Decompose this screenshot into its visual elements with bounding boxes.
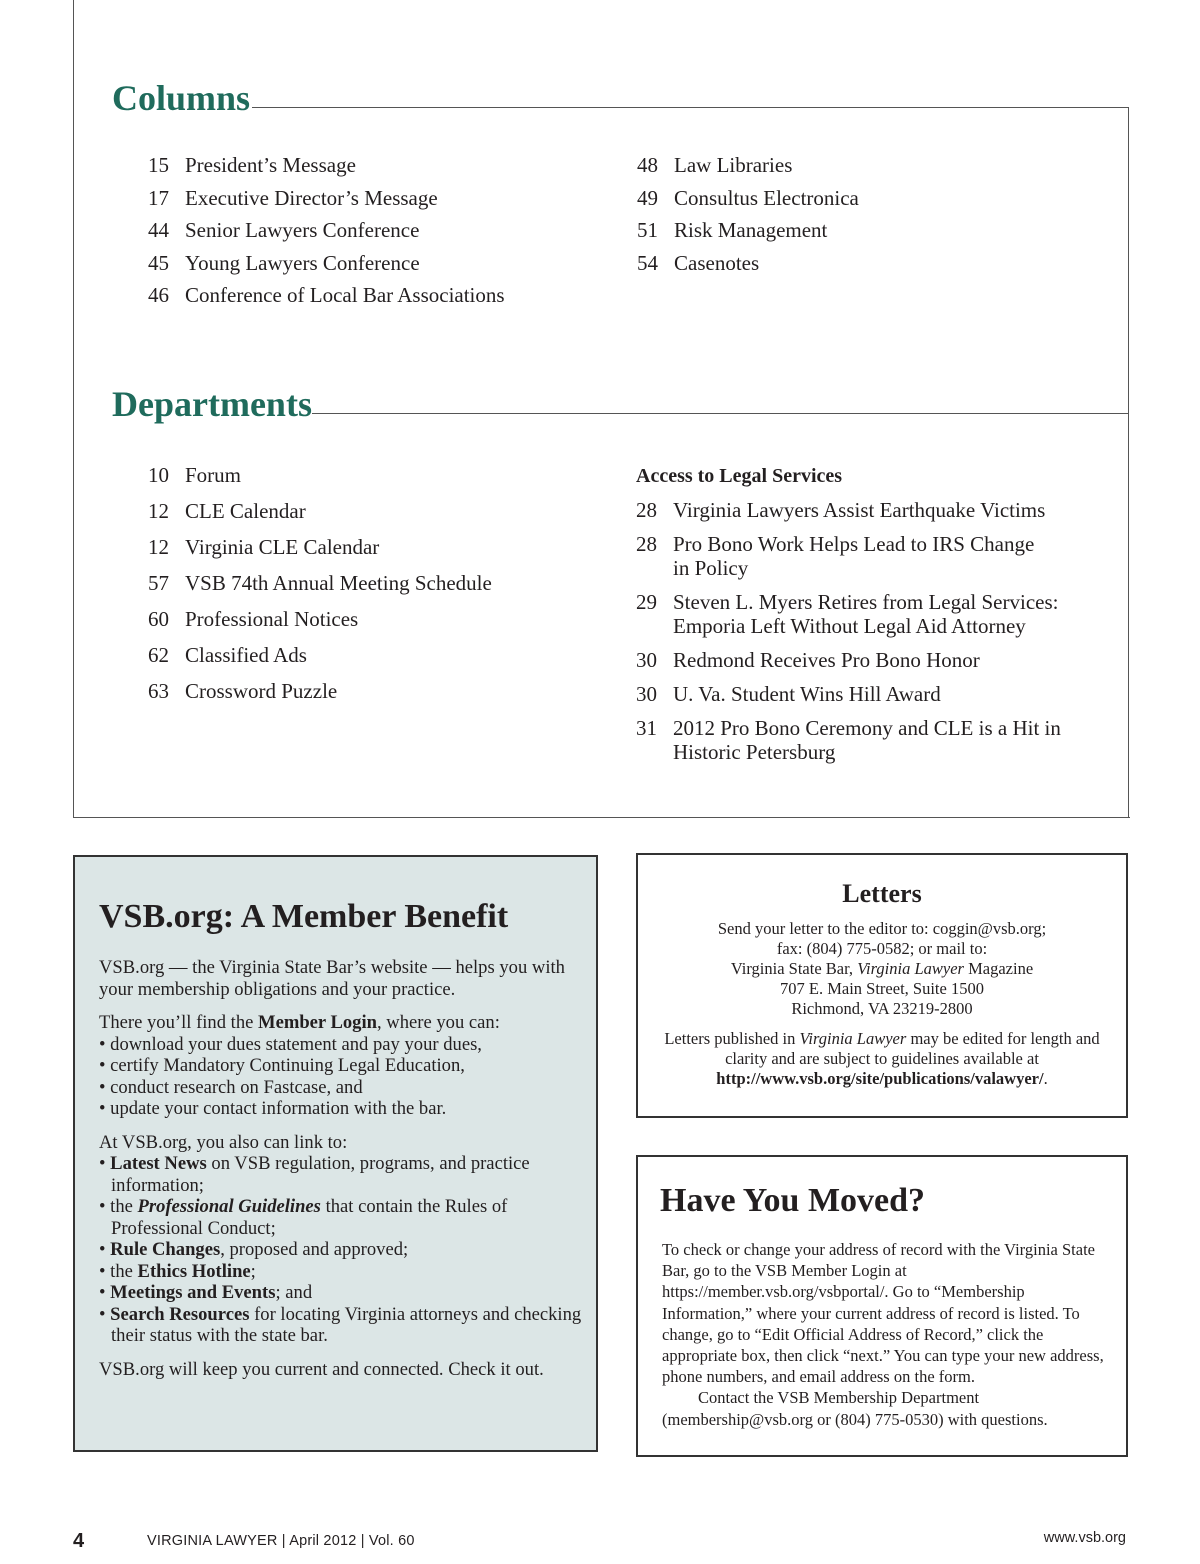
list-item: • Search Resources for locating Virginia attorneys and checking their status with the state bar. [99, 1303, 582, 1346]
toc-title: Crossword Puzzle [185, 679, 338, 703]
toc-page: 62 [148, 643, 169, 667]
toc-page: 28 [636, 532, 657, 556]
toc-item[interactable] [636, 682, 1106, 706]
toc-item[interactable] [148, 214, 608, 247]
toc-item[interactable] [636, 648, 1106, 672]
toc-page: 17 [148, 185, 169, 210]
text: 707 E. Main Street, Suite 1500 [780, 979, 984, 998]
columns-list-left [148, 149, 608, 312]
toc-page: 44 [148, 218, 169, 242]
rule-changes-label: Rule Changes [110, 1239, 221, 1260]
toc-title: Virginia CLE Calendar [185, 535, 380, 559]
text: the [110, 1260, 138, 1282]
list-item: • update your contact information with the bar. [99, 1098, 447, 1119]
member-login-label: Member Login [258, 1012, 377, 1033]
toc-title: Steven L. Myers Retires from Legal Services: Emporia Left Without Legal Aid Attorney [673, 590, 1059, 638]
toc-title: Consultus Electronica [674, 185, 859, 210]
toc-page: 10 [148, 463, 169, 487]
departments-list-right [636, 498, 1106, 764]
text: , proposed and approved; [220, 1239, 409, 1260]
text: Virginia State Bar, [730, 959, 858, 978]
magazine-name: Virginia Lawyer [799, 1029, 907, 1048]
toc-page: 30 [636, 682, 657, 706]
toc-page: 45 [148, 250, 169, 275]
toc-page: 48 [637, 153, 658, 177]
letters-note [648, 1029, 1116, 1089]
toc-page: 12 [148, 535, 169, 559]
toc-title: 2012 Pro Bono Ceremony and CLE is a Hit in Historic Petersburg [673, 716, 1061, 764]
search-resources-label: Search Resources [110, 1303, 250, 1325]
toc-item[interactable] [148, 493, 608, 529]
toc-page: 60 [148, 607, 169, 631]
text: may be edited for length and clarity and are subject to guidelines available at [725, 1029, 1100, 1068]
letters-address [648, 919, 1116, 1019]
text: the [110, 1196, 138, 1217]
toc-page: 54 [637, 250, 658, 275]
list-item: • Latest News on VSB regulation, programs, and practice information; [99, 1153, 530, 1196]
toc-item[interactable] [148, 182, 608, 215]
toc-title: Virginia Lawyers Assist Earthquake Victims [673, 498, 1046, 522]
letters-box [636, 853, 1128, 1118]
frame-right-rule [1128, 107, 1129, 818]
latest-news-label: Latest News [110, 1153, 207, 1174]
toc-item[interactable] [148, 673, 608, 709]
toc-item[interactable] [148, 457, 608, 493]
toc-title: Redmond Receives Pro Bono Honor [673, 648, 980, 672]
toc-page: 46 [148, 283, 169, 307]
toc-item[interactable] [636, 716, 1106, 764]
list-item: • the Professional Guidelines that contain the Rules of Professional Conduct; [99, 1196, 508, 1239]
toc-item[interactable] [637, 182, 1097, 215]
vsb-member-benefit-box [73, 855, 598, 1452]
toc-title: U. Va. Student Wins Hill Award [673, 682, 941, 706]
text: ; [250, 1260, 256, 1282]
text: , where you can: [376, 1012, 500, 1033]
magazine-name: Virginia Lawyer [857, 959, 964, 978]
vsb-closing: VSB.org will keep you current and connected. Check it out. [99, 1358, 544, 1380]
text: Richmond, VA 23219-2800 [791, 999, 973, 1018]
professional-guidelines-label: Professional Guidelines [137, 1196, 321, 1217]
meetings-events-label: Meetings and Events [110, 1282, 276, 1303]
vsb-box-title: VSB.org: A Member Benefit [99, 898, 509, 935]
toc-title: Executive Director’s Message [185, 185, 438, 210]
vsb-intro: VSB.org — the Virginia State Bar’s website — helps you with your membership obligations and your practice. [99, 957, 565, 1000]
text: There you’ll find the [99, 1012, 259, 1033]
toc-item[interactable] [148, 565, 608, 601]
toc-title: Young Lawyers Conference [185, 250, 420, 275]
toc-title: CLE Calendar [185, 499, 306, 523]
departments-rule [312, 413, 1128, 414]
toc-title: Casenotes [674, 250, 760, 275]
moved-title: Have You Moved? [660, 1182, 926, 1219]
toc-title: Conference of Local Bar Associations [185, 283, 505, 307]
list-item: • the Ethics Hotline; [99, 1260, 256, 1282]
text: Magazine [963, 959, 1034, 978]
toc-item[interactable] [636, 532, 1106, 580]
guidelines-link[interactable]: http://www.vsb.org/site/publications/valawyer/ [716, 1069, 1044, 1088]
moved-paragraph: To check or change your address of record with the Virginia State Bar, go to the VSB Member Login at https://member.vsb.org/vsbportal/. Go to “Membership Information,” where your current address of record is listed. To change, go to “Edit Official Address of Record,” click the appropriate box, then click “next.” You can type your new address, phone numbers, and email address on the form. [662, 1240, 1104, 1387]
text: Send your letter to the editor to: coggin@vsb.org; [717, 919, 1047, 938]
text: Letters published in [664, 1029, 800, 1048]
columns-rule [252, 107, 1128, 108]
text: on VSB regulation, programs, and practice information; [111, 1153, 530, 1196]
toc-title: Forum [185, 463, 242, 487]
text: ; and [275, 1282, 313, 1303]
have-you-moved-box [636, 1155, 1128, 1457]
toc-item[interactable] [636, 498, 1106, 522]
toc-item[interactable] [636, 590, 1106, 638]
toc-page: 30 [636, 648, 657, 672]
vsb-login-list [99, 1034, 589, 1120]
toc-page: 12 [148, 499, 169, 523]
departments-heading: Departments [112, 384, 312, 424]
magazine-footer: VIRGINIA LAWYER | April 2012 | Vol. 60 [147, 1533, 415, 1549]
toc-title: VSB 74th Annual Meeting Schedule [185, 571, 492, 595]
toc-item[interactable] [148, 529, 608, 565]
departments-list-left [148, 457, 608, 709]
moved-contact: Contact the VSB Membership Department (membership@vsb.org or (804) 775-0530) with questions. [662, 1388, 1048, 1429]
letters-body [638, 919, 1126, 1089]
toc-page: 29 [636, 590, 657, 614]
ethics-hotline-label: Ethics Hotline [137, 1260, 251, 1282]
vsb-login-line [99, 1012, 589, 1034]
list-item: • certify Mandatory Continuing Legal Education, [99, 1055, 465, 1076]
list-item: • download your dues statement and pay your dues, [99, 1033, 482, 1055]
toc-page: 28 [636, 498, 657, 522]
toc-page: 31 [636, 716, 657, 740]
toc-item[interactable] [148, 601, 608, 637]
toc-item[interactable] [148, 637, 608, 673]
list-item: • Rule Changes, proposed and approved; [99, 1239, 409, 1260]
page-number: 4 [73, 1530, 85, 1552]
toc-page: 49 [637, 185, 658, 210]
frame-left-rule [73, 0, 74, 818]
toc-page: 51 [637, 218, 658, 242]
footer-url[interactable]: www.vsb.org [1043, 1530, 1126, 1546]
toc-title: Professional Notices [185, 607, 359, 631]
columns-list-right [637, 149, 1097, 279]
frame-bottom-rule [73, 817, 1130, 818]
text: for locating Virginia attorneys and checking their status with the state bar. [111, 1303, 582, 1346]
toc-title: Classified Ads [185, 643, 307, 667]
toc-page: 15 [148, 153, 169, 177]
moved-body [662, 1239, 1110, 1430]
columns-heading: Columns [112, 78, 251, 118]
toc-item[interactable] [148, 247, 608, 280]
access-legal-services-heading: Access to Legal Services [636, 465, 843, 487]
toc-item[interactable] [637, 149, 1097, 182]
list-item: • conduct research on Fastcase, and [99, 1076, 363, 1098]
list-item: • Meetings and Events; and [99, 1282, 313, 1303]
toc-page: 63 [148, 679, 169, 703]
toc-item[interactable] [148, 279, 608, 312]
vsb-links-list [99, 1153, 589, 1347]
vsb-links-intro: At VSB.org, you also can link to: [99, 1131, 348, 1153]
toc-item[interactable] [637, 214, 1097, 247]
letters-title: Letters [842, 879, 922, 908]
toc-item[interactable] [637, 247, 1097, 280]
toc-title: Pro Bono Work Helps Lead to IRS Change in Policy [673, 532, 1035, 580]
text: . [1043, 1069, 1048, 1088]
text: fax: (804) 775-0582; or mail to: [776, 939, 988, 958]
toc-item[interactable] [148, 149, 608, 182]
vsb-box-body [99, 957, 589, 1392]
toc-title: President’s Message [185, 153, 356, 177]
access-legal-services [636, 462, 1106, 774]
toc-title: Law Libraries [674, 153, 793, 177]
toc-title: Senior Lawyers Conference [185, 218, 420, 242]
text: that contain the Rules of Professional Conduct; [111, 1196, 508, 1239]
toc-title: Risk Management [674, 218, 828, 242]
toc-page: 57 [148, 571, 169, 595]
